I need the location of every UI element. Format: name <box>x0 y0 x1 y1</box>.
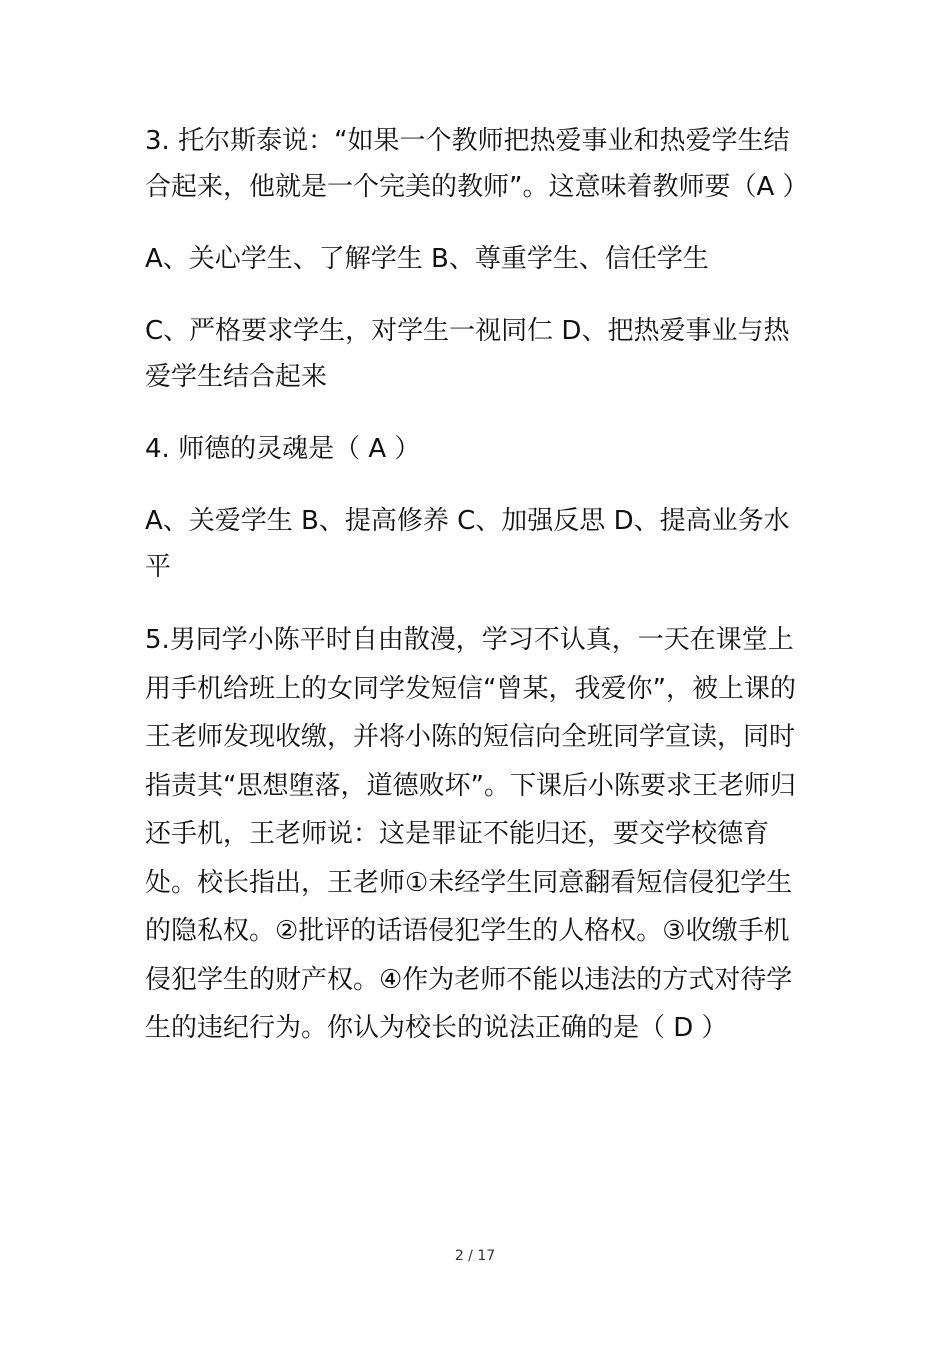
question-5-stem: 5.男同学小陈平时自由散漫，学习不认真，一天在课堂上用手机给班上的女同学发短信“曾某，我爱你”，被上课的王老师发现收缴，并将小陈的短信向全班同学宣读，同时指责其“思想堕落，道德败坏”。下课后小陈要求王老师归还手机，王老师说：这是罪证不能归还，要交学校德育处。校长指出，王老师①未经学生同意翻看短信侵犯学生的隐私权。②批评的话语侵犯学生的人格权。③收缴手机侵犯学生的财产权。④作为老师不能以违法的方式对待学生的违纪行为。你认为校长的说法正确的是（ D ） <box>145 625 796 1043</box>
question-3-stem: 3. 托尔斯泰说：“如果一个教师把热爱事业和热爱学生结合起来，他就是一个完美的教师”。这意味着教师要（A ） <box>145 126 809 202</box>
question-3-options-cd: C、严格要求学生，对学生一视同仁 D、把热爱事业与热爱学生结合起来 <box>145 316 790 392</box>
page-content <box>145 118 810 1053</box>
page-number: 2 / 17 <box>454 1248 496 1264</box>
question-3-options-ab: A、关心学生、了解学生 B、尊重学生、信任学生 <box>145 244 709 274</box>
question-4-options: A、关爱学生 B、提高修养 C、加强反思 D、提高业务水平 <box>145 506 790 582</box>
question-4-stem: 4. 师德的灵魂是（ A ） <box>145 434 421 464</box>
